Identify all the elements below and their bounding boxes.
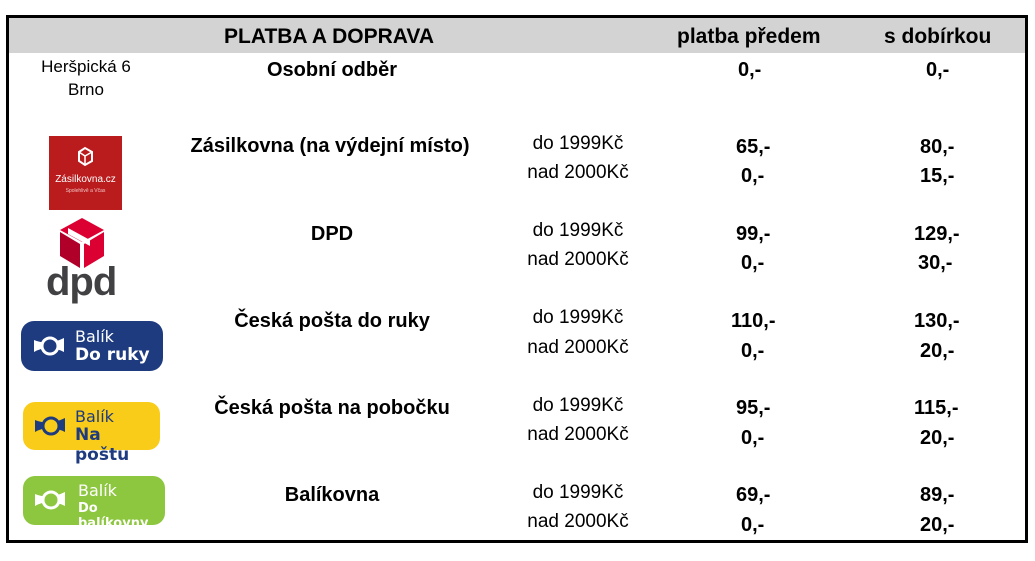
price-prepay-high: 0,- [741,427,765,449]
shipping-method-name: Zásilkovna (na výdejní místo) [190,135,470,157]
condition-high: nad 2000Kč [527,511,629,532]
condition-low: do 1999Kč [532,307,624,328]
column-header-cod: s dobírkou [884,25,992,48]
condition-high: nad 2000Kč [527,249,629,270]
price-cod-low: 89,- [920,484,955,506]
dpd-logo-text: dpd [46,260,117,304]
zasilkovna-logo-text: Zásilkovna [55,174,104,185]
price-prepay: 0,- [738,59,762,81]
column-header-prepay: platba předem [677,25,821,48]
pickup-address-city: Brno [68,80,104,99]
balik-logo-line2: Do ruky [75,345,150,365]
zasilkovna-logo-tagline: Spolehlivě a Včas [65,188,106,194]
balik-na-postu-logo [23,402,160,465]
zasilkovna-logo [49,136,122,210]
condition-high: nad 2000Kč [527,337,629,358]
price-prepay-low: 95,- [736,397,771,419]
condition-low: do 1999Kč [532,133,624,154]
price-cod-low: 130,- [914,310,960,332]
balik-logo-line1: Balík [75,407,114,426]
balik-logo-line2: Do balíkovny [78,501,149,531]
condition-high: nad 2000Kč [527,424,629,445]
posthorn-icon [31,480,71,520]
price-cod-low: 80,- [920,136,955,158]
price-cod-low: 129,- [914,223,960,245]
price-cod-high: 20,- [920,427,955,449]
price-cod-high: 20,- [920,514,955,536]
price-cod-high: 20,- [920,340,955,362]
balik-logo-line1: Balík [75,327,114,346]
price-cod: 0,- [926,59,950,81]
price-prepay-high: 0,- [741,514,765,536]
balik-logo-line1: Balík [78,481,117,500]
dpd-logo [44,216,116,306]
price-prepay-low: 69,- [736,484,771,506]
price-cod-high: 15,- [920,165,955,187]
zasilkovna-logo-suffix: .cz [103,174,116,185]
shipping-method-name: Česká pošta do ruky [234,310,430,332]
shipping-method-name: Osobní odběr [267,59,397,81]
balik-do-ruky-logo [21,321,163,371]
price-prepay-high: 0,- [741,252,765,274]
table-title: PLATBA A DOPRAVA [224,25,434,48]
price-prepay-high: 0,- [741,165,765,187]
shipping-method-name: Balíkovna [284,484,380,506]
price-cod-high: 30,- [918,252,953,274]
condition-low: do 1999Kč [532,482,624,503]
price-cod-low: 115,- [914,397,959,419]
price-prepay-low: 110,- [731,310,776,332]
table-header [9,18,1025,53]
posthorn-icon [31,406,71,446]
condition-low: do 1999Kč [532,220,624,241]
balik-do-balikovny-logo [23,476,165,531]
price-prepay-low: 65,- [736,136,771,158]
price-prepay-low: 99,- [736,223,771,245]
price-prepay-high: 0,- [741,340,765,362]
condition-high: nad 2000Kč [527,162,629,183]
condition-low: do 1999Kč [532,395,624,416]
zasilkovna-logo-mark [49,136,122,210]
shipping-method-name: Česká pošta na pobočku [214,397,450,419]
shipping-method-name: DPD [310,223,354,245]
posthorn-icon [30,326,70,366]
pickup-address-street: Heršpická 6 [41,57,131,76]
balik-logo-line2: Na poštu [75,425,130,465]
